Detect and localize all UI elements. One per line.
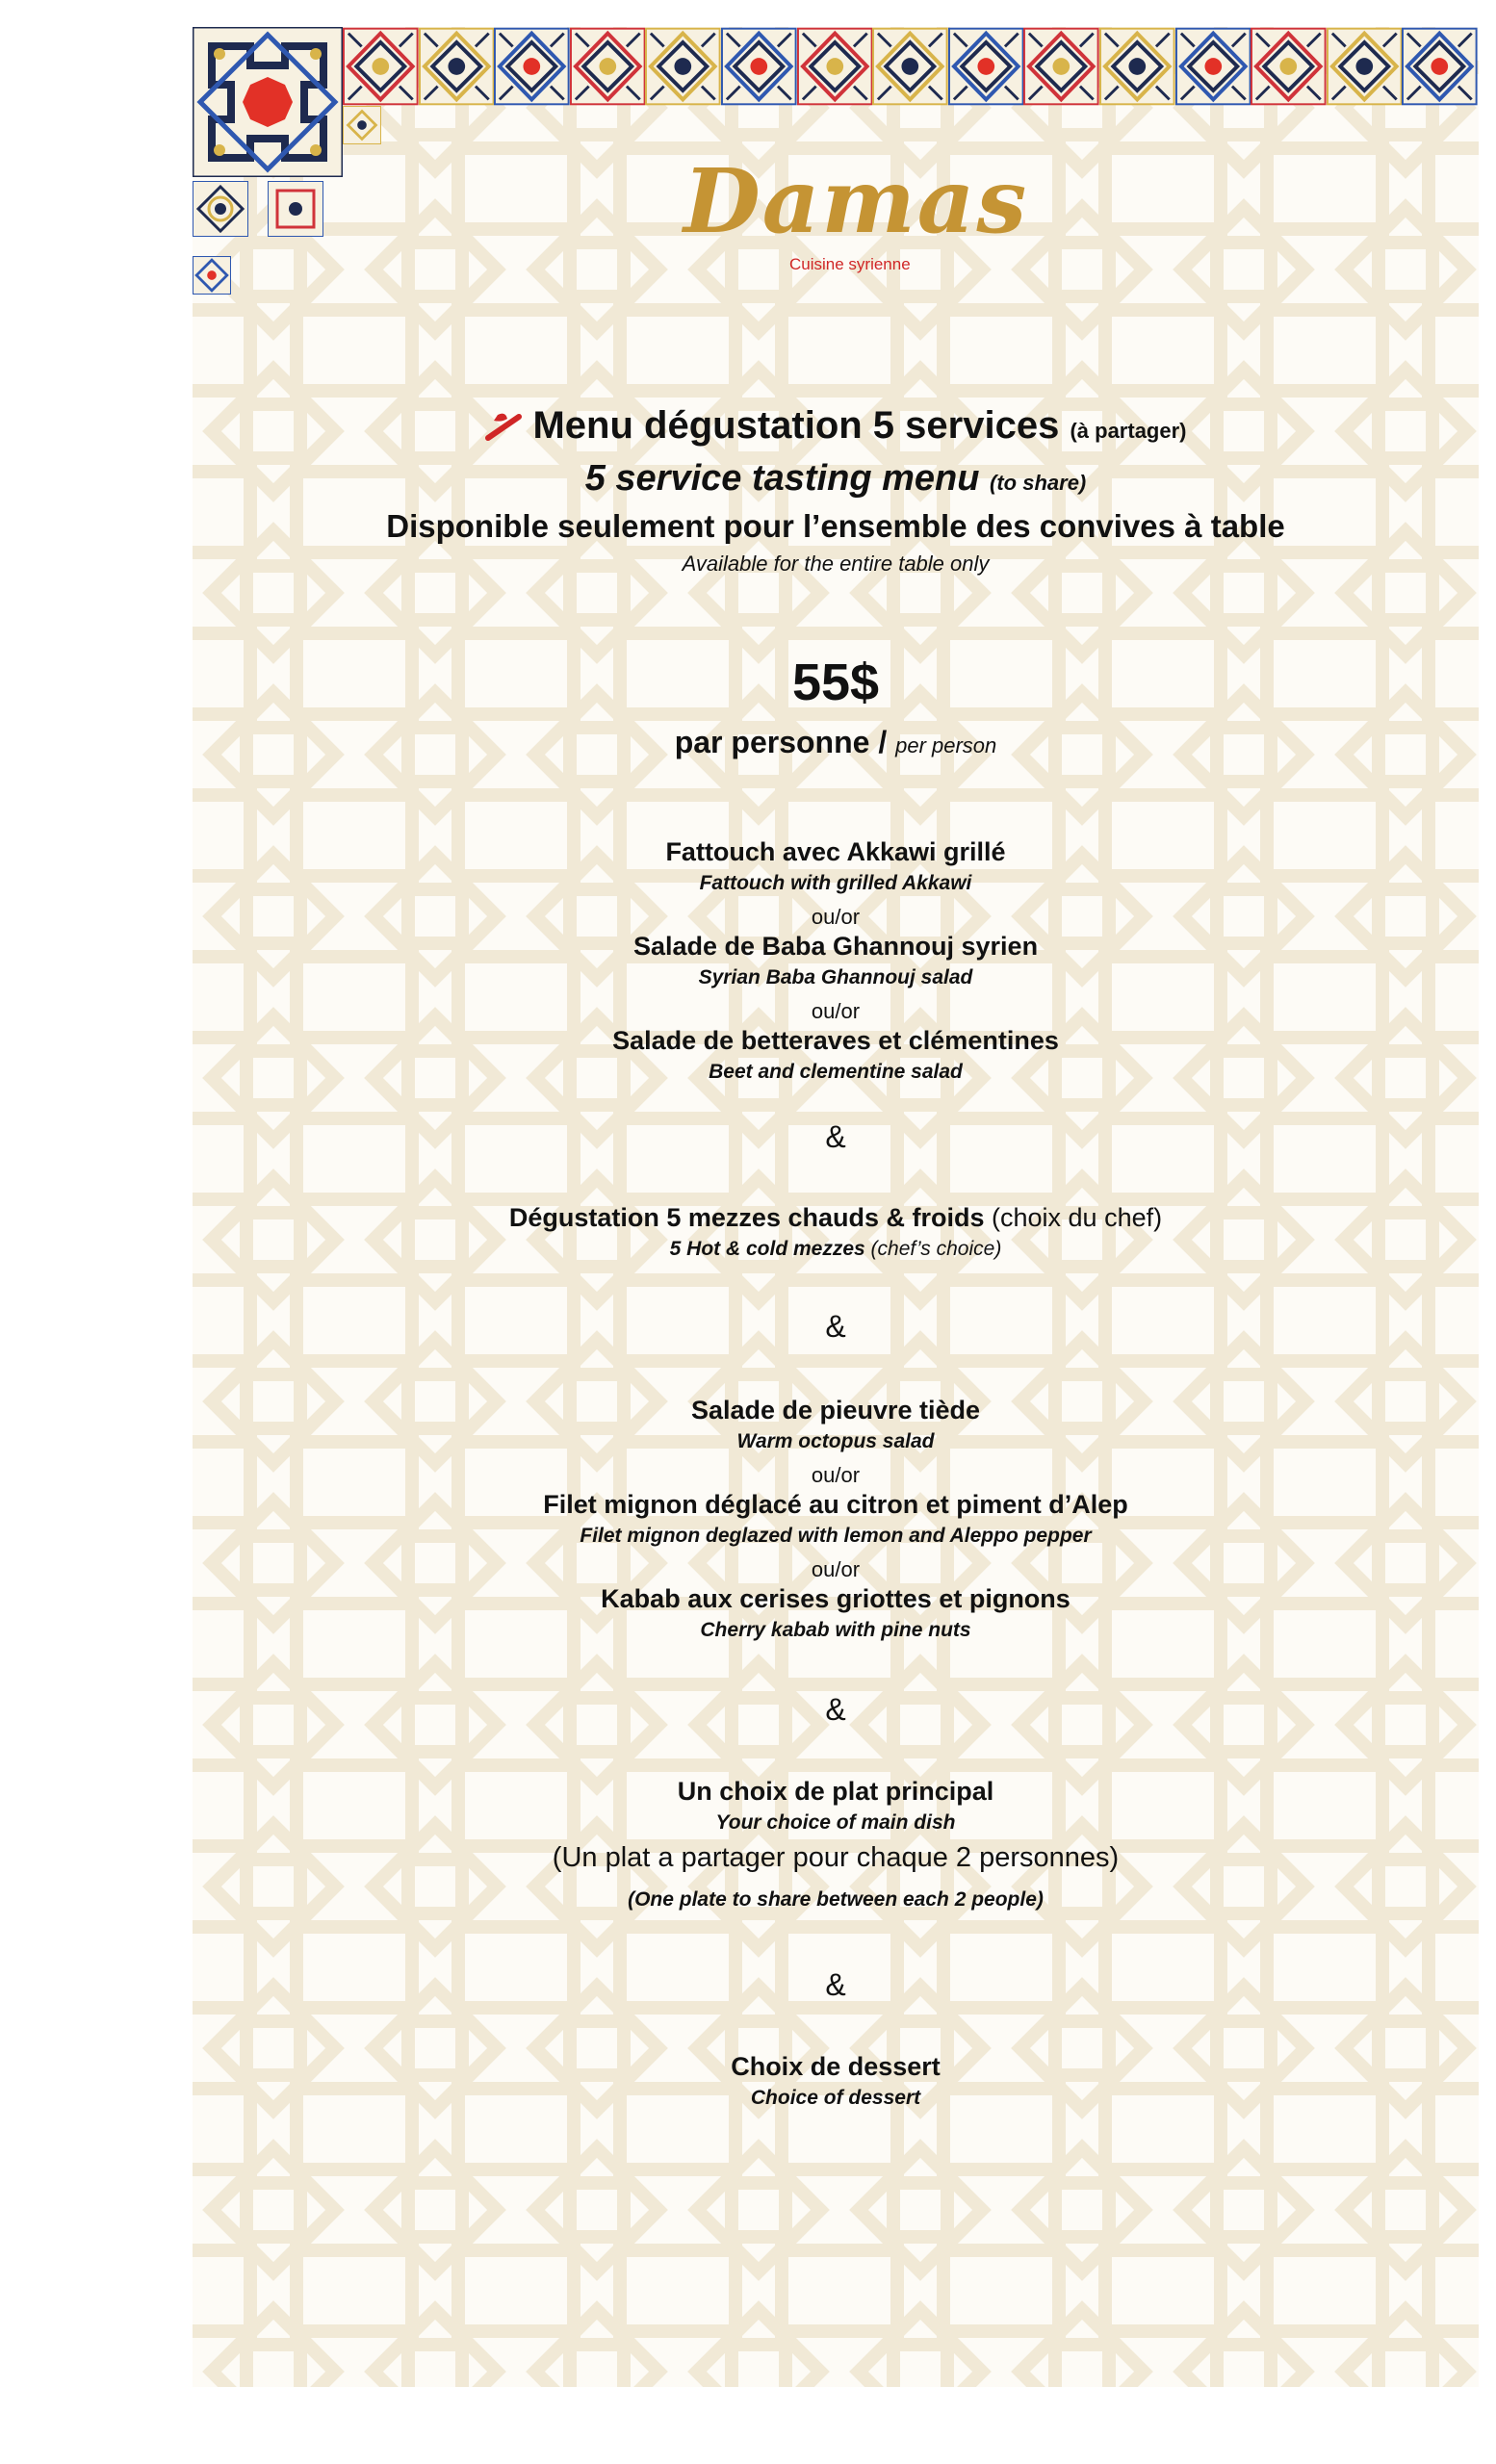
course1-option2-fr: Salade de Baba Ghannouj syrien — [632, 932, 1039, 961]
course3-option3-fr: Kabab aux cerises griottes et pignons — [601, 1584, 1070, 1613]
mosaic-tile — [193, 256, 231, 295]
mosaic-tile — [872, 27, 948, 106]
course1-separator1: ou/or — [811, 905, 861, 929]
course1-option1-fr: Fattouch avec Akkawi grillé — [665, 837, 1006, 866]
course3-option3-en: Cherry kabab with pine nuts — [700, 1619, 971, 1641]
course1-option2-en: Syrian Baba Ghannouj salad — [698, 966, 973, 988]
course1-option3-fr: Salade de betteraves et clémentines — [612, 1026, 1059, 1055]
course3-option2-en: Filet mignon deglazed with lemon and Aleppo pepper — [580, 1525, 1092, 1547]
logo-tagline: Cuisine syrienne — [789, 255, 911, 273]
mosaic-tile — [343, 27, 419, 106]
course1-option1-en: Fattouch with grilled Akkawi — [699, 872, 972, 894]
course1-separator2: ou/or — [811, 999, 861, 1023]
corner-mosaic-tile — [193, 27, 343, 177]
mosaic-tile — [419, 27, 495, 106]
mosaic-tile — [193, 181, 248, 237]
mosaic-tile — [721, 27, 797, 106]
mosaic-tile — [494, 27, 570, 106]
availability-en: Available for the entire table only — [682, 552, 990, 576]
course3-separator1: ou/or — [811, 1463, 861, 1487]
course1-option3-en: Beet and clementine salad — [709, 1061, 963, 1083]
course4-note-fr: (Un plat a partager pour chaque 2 personnes) — [552, 1842, 1120, 1873]
restaurant-logo — [684, 149, 1029, 292]
mosaic-tile — [1327, 27, 1403, 106]
mosaic-tile — [268, 181, 323, 237]
course5-fr: Choix de dessert — [731, 2052, 941, 2081]
course4-note-en: (One plate to share between each 2 people) — [628, 1888, 1044, 1911]
mosaic-tile — [1175, 27, 1251, 106]
availability-fr: Disponible seulement pour l’ensemble des convives à table — [386, 508, 1285, 544]
mosaic-border — [343, 27, 1479, 106]
mosaic-tile — [570, 27, 646, 106]
course2-en: 5 Hot & cold mezzes (chef’s choice) — [669, 1238, 1002, 1260]
course-divider: & — [825, 1692, 846, 1727]
course-divider: & — [825, 1119, 846, 1154]
menu-page — [193, 27, 1479, 2387]
course4-fr: Un choix de plat principal — [677, 1777, 994, 1806]
mosaic-tile — [645, 27, 721, 106]
course-divider: & — [825, 1967, 846, 2002]
course-divider: & — [825, 1309, 846, 1344]
mosaic-tile — [1251, 27, 1327, 106]
mosaic-tile — [948, 27, 1024, 106]
mosaic-tile — [1023, 27, 1099, 106]
course2-fr: Dégustation 5 mezzes chauds & froids (choix du chef) — [508, 1203, 1163, 1232]
mosaic-tile — [1099, 27, 1175, 106]
course3-separator2: ou/or — [811, 1557, 861, 1581]
price-amount: 55$ — [791, 654, 880, 711]
course4-en: Your choice of main dish — [715, 1811, 956, 1834]
logo-wordmark: Damas — [684, 149, 1029, 253]
menu-title-fr: Menu dégustation 5 services (à partager) — [193, 404, 1479, 448]
mosaic-tile — [1402, 27, 1478, 106]
course3-option1-en: Warm octopus salad — [736, 1430, 935, 1452]
course3-option1-fr: Salade de pieuvre tiède — [690, 1396, 981, 1424]
mosaic-tile — [797, 27, 873, 106]
course3-option2-fr: Filet mignon déglacé au citron et piment d’Alep — [543, 1490, 1128, 1519]
chef-knife-icon — [484, 409, 523, 442]
course5-en: Choice of dessert — [750, 2087, 921, 2109]
mosaic-tile — [343, 106, 381, 144]
menu-title-en: 5 service tasting menu (to share) — [584, 458, 1087, 499]
price-per-person: par personne / per person — [674, 725, 997, 759]
